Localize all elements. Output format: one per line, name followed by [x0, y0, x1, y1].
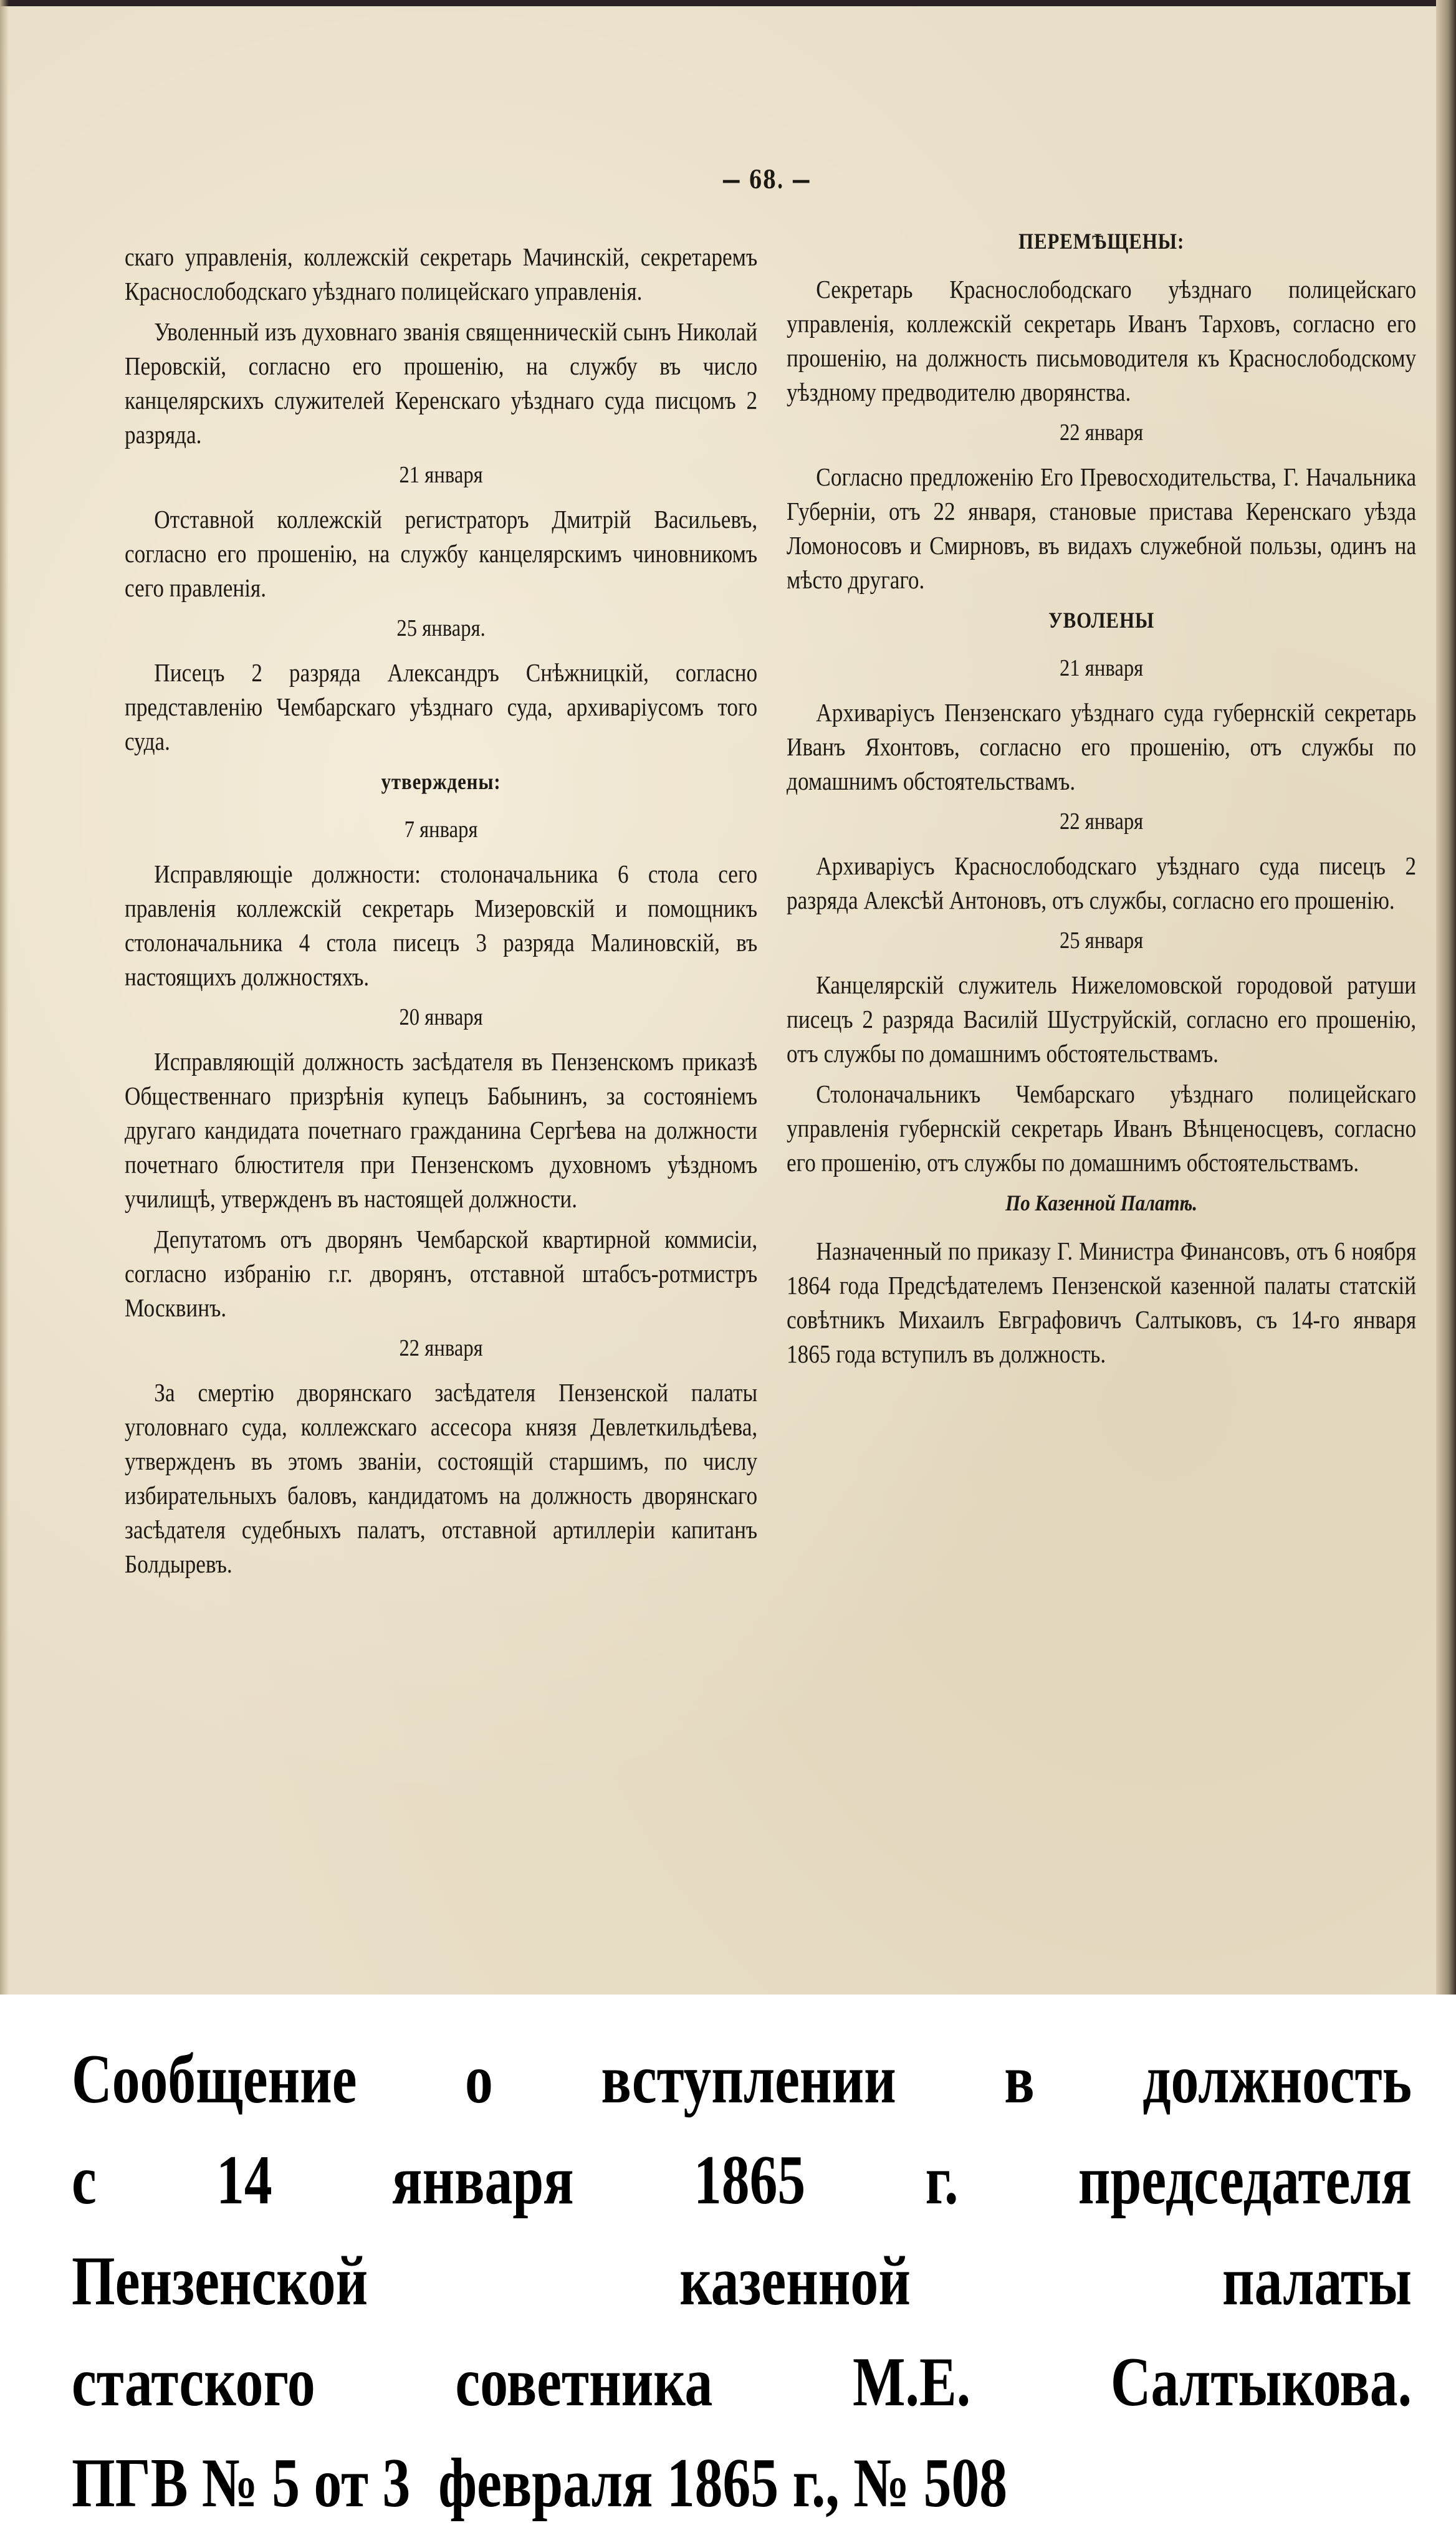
- caption: [72, 2029, 1412, 2534]
- caption-word: палаты: [1222, 2243, 1412, 2320]
- caption-line: [72, 2029, 1412, 2130]
- paragraph: Канцелярскій служитель Нижеломовской городовой ратуши писецъ 2 разряда Василій Шуструйскій, согласно его прошенію, отъ службы по домашнимъ обстоятельствамъ.: [787, 970, 1417, 1068]
- caption-line: [72, 2332, 1412, 2433]
- scan-right-binding-shadow: [1436, 0, 1456, 1995]
- date-heading: 25 января: [1059, 927, 1144, 954]
- caption-word: Пензенской: [72, 2243, 368, 2320]
- right-column-text: [787, 224, 1416, 1371]
- paragraph: Писецъ 2 разряда Александръ Снѣжницкій, согласно представленію Чембарскаго уѣзднаго суда, архиваріусомъ того суда.: [125, 658, 758, 755]
- section-heading: утверждены:: [381, 769, 501, 794]
- date-heading: 22 января: [1059, 808, 1144, 835]
- paragraph: скаго управленія, коллежскій секретарь Мачинскій, секретаремъ Краснослободскаго уѣзднаго полицейскаго управленія.: [125, 242, 758, 305]
- date-heading: 20 января: [399, 1004, 483, 1030]
- paragraph: Архиваріусъ Пензенскаго уѣзднаго суда губернскій секретарь Иванъ Яхонтовъ, согласно его прошенію, отъ службы по домашнимъ обстоятельствамъ.: [787, 698, 1417, 795]
- left-column: [125, 240, 757, 1588]
- caption-word: Сообщение: [72, 2041, 357, 2118]
- date-heading: 22 января: [1059, 419, 1144, 446]
- caption-word: статского: [72, 2344, 315, 2421]
- date-heading: 22 января: [399, 1335, 483, 1361]
- caption-line: ПГВ № 5 от 3 февраля 1865 г., № 508: [72, 2445, 1008, 2522]
- right-column: [787, 224, 1416, 1377]
- caption-word: 14: [216, 2142, 272, 2219]
- caption-word: г.: [925, 2142, 959, 2219]
- paragraph: Исправляющій должность засѣдателя въ Пензенскомъ приказѣ Общественнаго призрѣнія купецъ Бабынинъ, за состояніемъ другаго кандидата почетнаго гражданина Сергѣева на должности почетнаго блюстителя при Пензенскомъ духовномъ уѣздномъ училищѣ, утвержденъ въ настоящей должности.: [125, 1047, 758, 1213]
- caption-word: председателя: [1078, 2142, 1412, 2219]
- section-heading: ПЕРЕМѢЩЕНЫ:: [1018, 229, 1185, 254]
- paragraph: Отставной коллежскій регистраторъ Дмитрій Васильевъ, согласно его прошенію, на службу канцелярскимъ чиновникомъ сего правленія.: [125, 505, 758, 602]
- paragraph: Согласно предложенію Его Превосходительства, Г. Начальника Губерніи, отъ 22 января, становые пристава Керенскаго уѣзда Ломоносовъ и Смирновъ, въ видахъ служебной пользы, одинъ на мѣсто другаго.: [787, 462, 1417, 594]
- caption-word: января: [392, 2142, 574, 2219]
- paragraph: Секретарь Краснослободскаго уѣзднаго полицейскаго управленія, коллежскій секретарь Иванъ Тарховъ, согласно его прошенію, на должность письмоводителя къ Краснослободскому уѣздному предводителю дворянства.: [787, 275, 1417, 406]
- caption-word: казенной: [679, 2243, 911, 2320]
- paragraph: Исправляющіе должности: столоначальника 6 стола сего правленія коллежскій секретарь Мизеровскій и помощникъ столоначальника 4 стола писецъ 3 разряда Малиновскій, въ настоящихъ должностяхъ.: [125, 860, 758, 991]
- caption-word: вступлении: [601, 2041, 896, 2118]
- page-number: — 68. —: [722, 165, 812, 194]
- paragraph: Столоначальникъ Чембарскаго уѣзднаго полицейскаго управленія губернскій секретарь Иванъ Вѣнценосцевъ, согласно его прошенію, отъ службы по домашнимъ обстоятельствамъ.: [787, 1080, 1417, 1177]
- caption-word: о: [465, 2041, 493, 2118]
- paragraph: За смертію дворянскаго засѣдателя Пензенской палаты уголовнаго суда, коллежскаго ассесора князя Девлеткильдѣева, утвержденъ въ этомъ званіи, состоящій старшимъ, по числу избирательныхъ баловъ, кандидатомъ на должность дворянскаго засѣдателя судебныхъ палатъ, отставной артиллеріи капитанъ Болдыревъ.: [125, 1378, 758, 1578]
- paragraph: Назначенный по приказу Г. Министра Финансовъ, отъ 6 ноября 1864 года Предсѣдателемъ Пензенской казенной палаты статскій совѣтникъ Михаилъ Евграфовичъ Салтыковъ, съ 14-го января 1865 года вступилъ въ должность.: [787, 1237, 1417, 1368]
- caption-line: [72, 2130, 1412, 2231]
- department-heading: По Казенной Палатѣ.: [1005, 1190, 1198, 1215]
- caption-word: советника: [455, 2344, 713, 2421]
- date-heading: 25 января.: [396, 615, 486, 641]
- scan-left-shadow: [0, 0, 9, 1995]
- caption-word: 1865: [693, 2142, 806, 2219]
- paragraph: Архиваріусъ Краснослободскаго уѣзднаго суда писецъ 2 разряда Алексѣй Антоновъ, отъ службы, согласно его прошенію.: [787, 851, 1417, 914]
- caption-word: в: [1004, 2041, 1035, 2118]
- caption-word: должность: [1142, 2041, 1412, 2118]
- caption-word: с: [72, 2142, 97, 2219]
- paragraph: Депутатомъ отъ дворянъ Чембарской квартирной коммисіи, согласно избранію г.г. дворянъ, отставной штабсъ-ротмистръ Москвинъ.: [125, 1225, 758, 1322]
- caption-text: [72, 2029, 1412, 2534]
- date-heading: 21 января: [1059, 655, 1144, 681]
- scan-top-border: [0, 0, 1456, 6]
- caption-line: [72, 2231, 1412, 2332]
- caption-word: М.Е.: [852, 2344, 971, 2421]
- caption-word: Салтыкова.: [1110, 2344, 1412, 2421]
- section-heading: УВОЛЕНЫ: [1048, 608, 1155, 633]
- date-heading: 7 января: [404, 817, 478, 843]
- paragraph: Уволенный изъ духовнаго званія священническій сынъ Николай Перовскій, согласно его прошенію, на службу въ число канцелярскихъ служителей Керенскаго уѣзднаго суда писцомъ 2 разряда.: [125, 317, 758, 449]
- date-heading: 21 января: [399, 462, 483, 488]
- left-column-text: [125, 240, 757, 1581]
